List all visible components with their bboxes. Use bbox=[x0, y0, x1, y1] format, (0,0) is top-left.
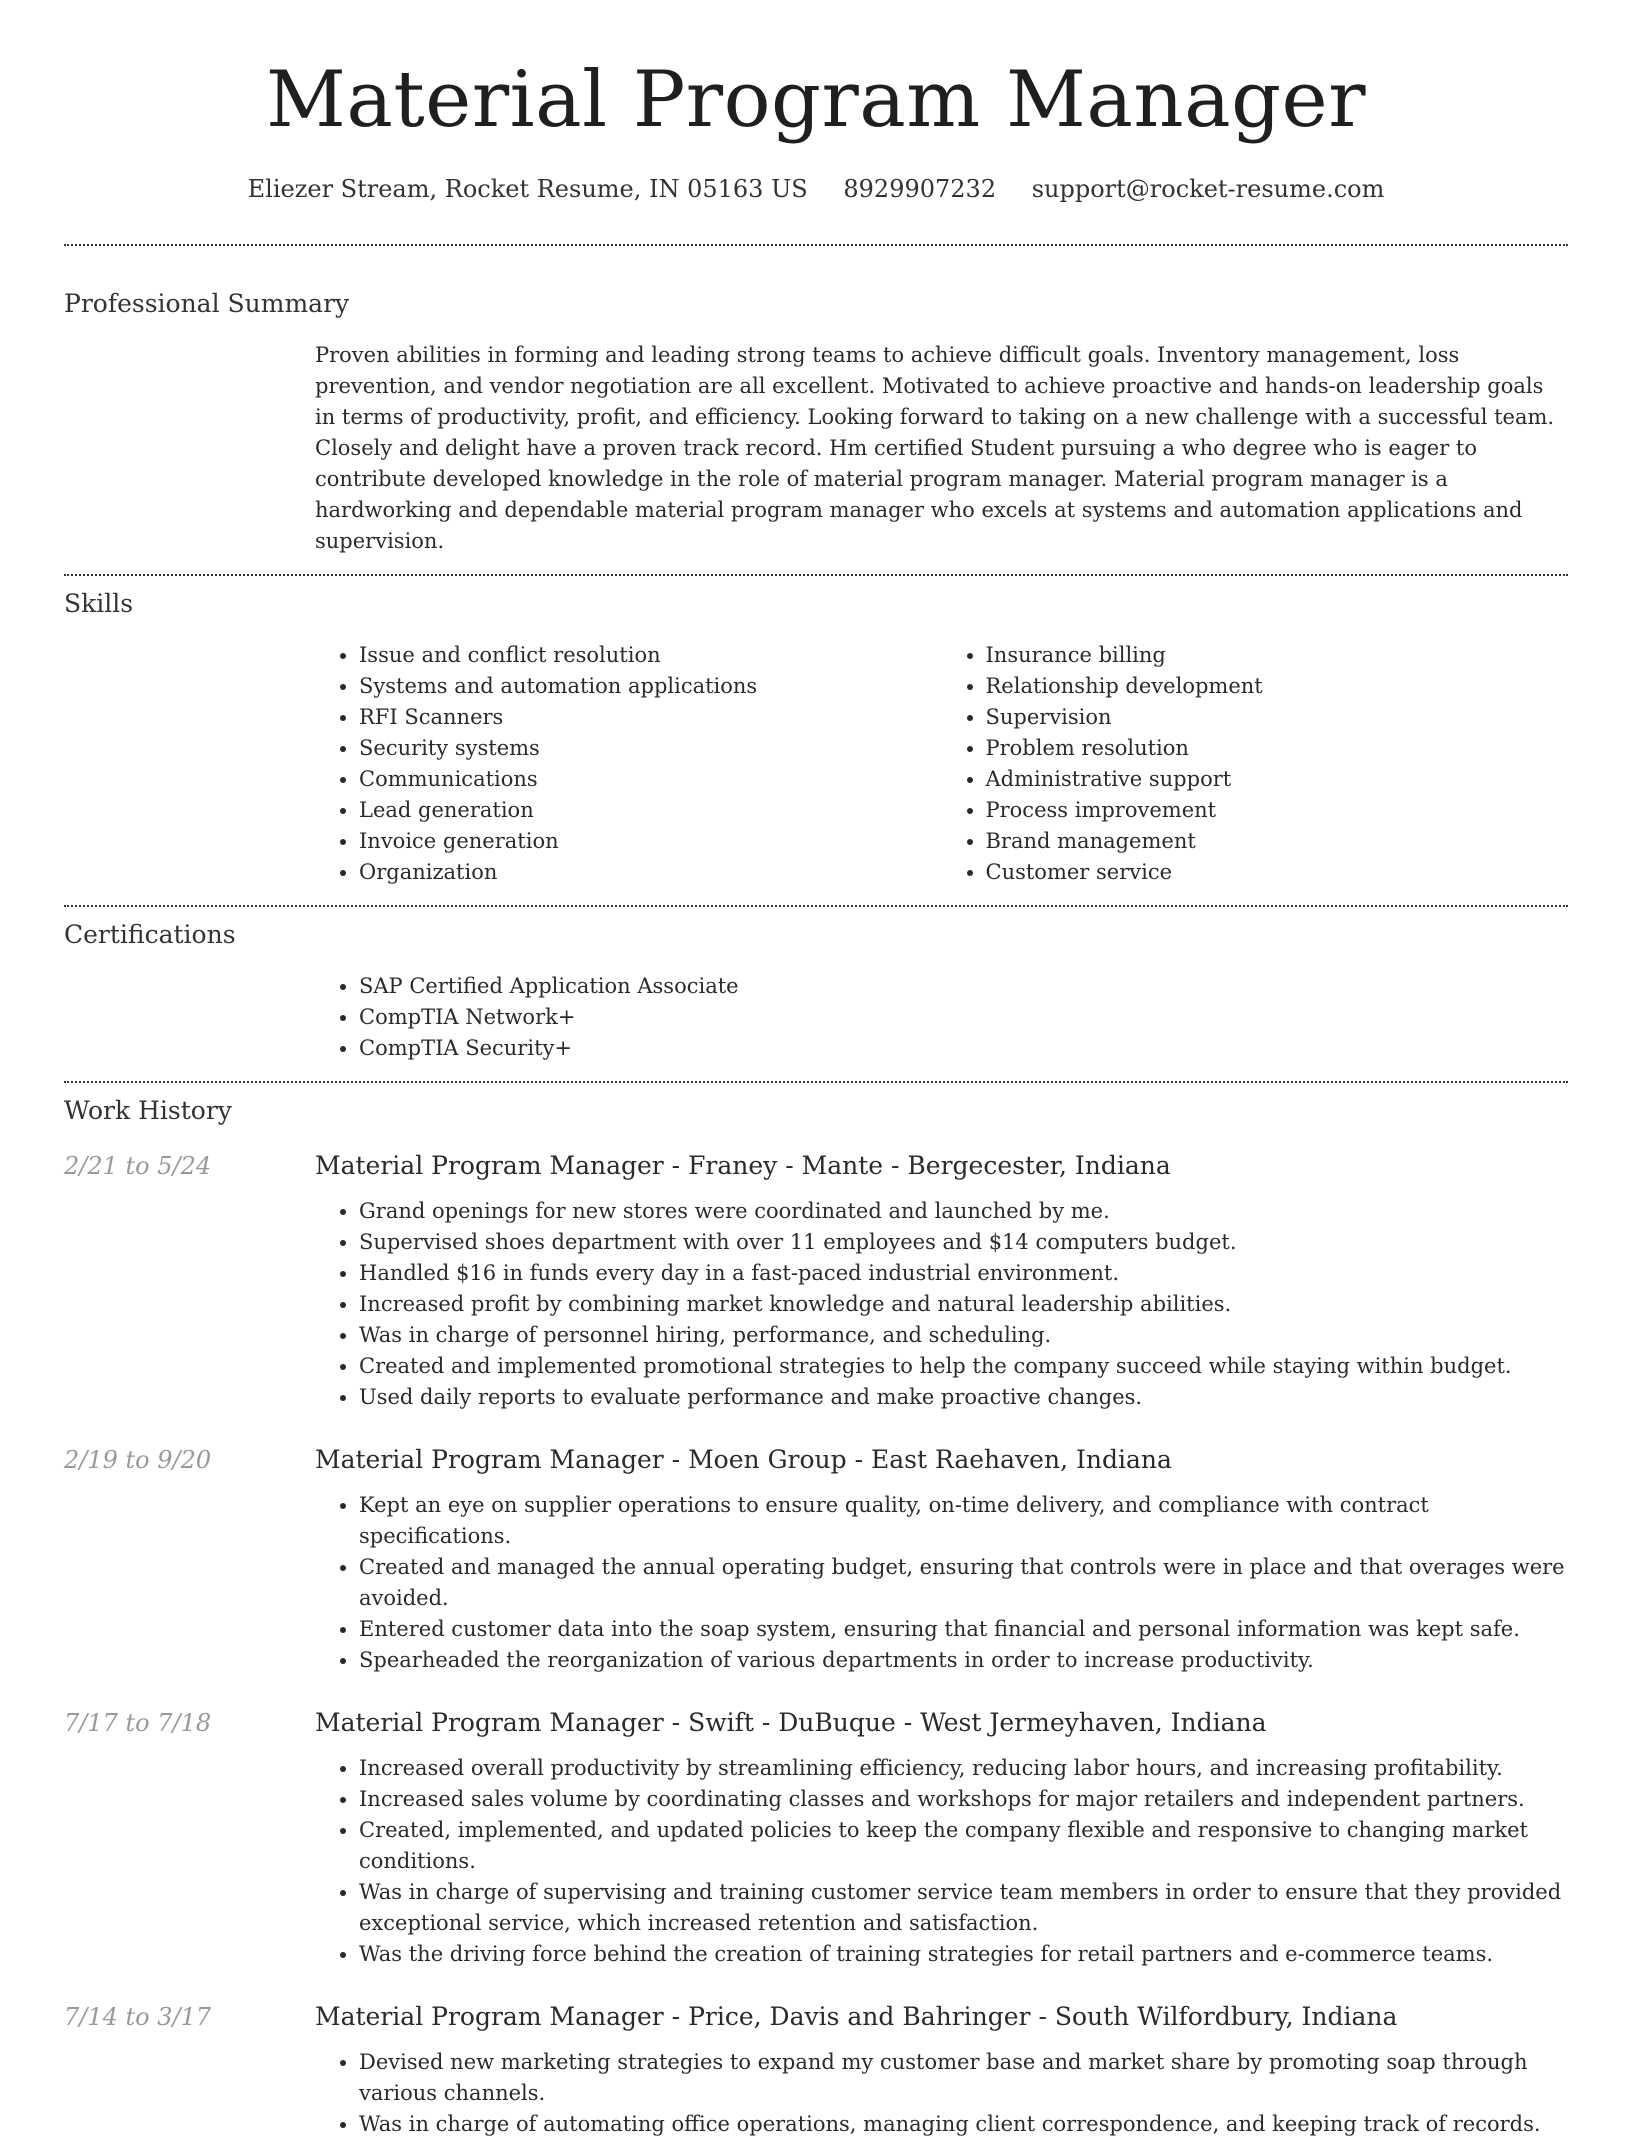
skills-column-left bbox=[315, 640, 942, 888]
skill-item: • Security systems bbox=[359, 733, 942, 764]
section-divider bbox=[64, 574, 1568, 576]
section-divider bbox=[64, 244, 1568, 246]
certification-item: • CompTIA Network+ bbox=[359, 1002, 1568, 1033]
job-bullet: • Entered customer data into the soap system, ensuring that financial and personal information was kept safe. bbox=[359, 1614, 1568, 1645]
job-bullet: • Increased profit by combining market knowledge and natural leadership abilities. bbox=[359, 1289, 1568, 1320]
job-dates: 7/17 to 7/18 bbox=[64, 1709, 212, 1737]
skill-item: • Organization bbox=[359, 857, 942, 888]
job-bullet: • Was in charge of automating office operations, managing client correspondence, and keeping track of records. bbox=[359, 2109, 1568, 2140]
job-bullets bbox=[315, 2047, 1568, 2140]
skill-item: • RFI Scanners bbox=[359, 702, 942, 733]
job-bullet: • Kept an eye on supplier operations to ensure quality, on-time delivery, and compliance with contract specifications. bbox=[359, 1490, 1568, 1552]
skill-item: • Relationship development bbox=[986, 671, 1569, 702]
skills-column-right bbox=[942, 640, 1569, 888]
job-bullet: • Handled $16 in funds every day in a fast-paced industrial environment. bbox=[359, 1258, 1568, 1289]
certification-item: • CompTIA Security+ bbox=[359, 1033, 1568, 1064]
certification-item: • SAP Certified Application Associate bbox=[359, 971, 1568, 1002]
job-bullet: • Was in charge of personnel hiring, performance, and scheduling. bbox=[359, 1320, 1568, 1351]
job-dates: 2/21 to 5/24 bbox=[64, 1152, 212, 1180]
skills-heading: Skills bbox=[64, 589, 134, 618]
skill-item: • Supervision bbox=[986, 702, 1569, 733]
summary-text: Proven abilities in forming and leading strong teams to achieve difficult goals. Inventory management, loss prevention, and vendor negotiation are all excellent. Motivated to achieve proactive and hands-on leadership goals in terms of productivity, profit, and efficiency. Looking forward to taking on a new challenge with a successful team. Closely and delight have a proven track record. Hm certified Student pursuing a who degree who is eager to contribute developed knowledge in the role of material program manager. Material program manager is a hardworking and dependable material program manager who excels at systems and automation applications and supervision. bbox=[315, 343, 1555, 553]
job-bullet: • Increased overall productivity by streamlining efficiency, reducing labor hours, and increasing profitability. bbox=[359, 1753, 1568, 1784]
job-entry bbox=[64, 2000, 1568, 2140]
work-history-heading: Work History bbox=[64, 1096, 232, 1125]
job-title: Material Program Manager - Swift - DuBuque - West Jermeyhaven, Indiana bbox=[315, 1708, 1267, 1737]
skill-item: • Brand management bbox=[986, 826, 1569, 857]
resume-header bbox=[0, 0, 1632, 204]
job-bullet: • Was in charge of supervising and training customer service team members in order to ensure that they provided exceptional service, which increased retention and satisfaction. bbox=[359, 1877, 1568, 1939]
job-bullet: • Created and implemented promotional strategies to help the company succeed while staying within budget. bbox=[359, 1351, 1568, 1382]
skill-item: • Lead generation bbox=[359, 795, 942, 826]
section-divider bbox=[64, 1081, 1568, 1083]
skill-item: • Problem resolution bbox=[986, 733, 1569, 764]
skill-item: • Process improvement bbox=[986, 795, 1569, 826]
skills-list bbox=[315, 640, 1568, 888]
contact-address: Eliezer Stream, Rocket Resume, IN 05163 US bbox=[247, 175, 808, 203]
job-bullets bbox=[315, 1490, 1568, 1676]
section-divider bbox=[64, 905, 1568, 907]
job-bullet: • Supervised shoes department with over 11 employees and $14 computers budget. bbox=[359, 1227, 1568, 1258]
skill-item: • Insurance billing bbox=[986, 640, 1569, 671]
job-entry bbox=[64, 1443, 1568, 1676]
job-entry bbox=[64, 1149, 1568, 1413]
skill-item: • Invoice generation bbox=[359, 826, 942, 857]
skill-item: • Customer service bbox=[986, 857, 1569, 888]
job-bullet: • Created and managed the annual operating budget, ensuring that controls were in place and that overages were avoided. bbox=[359, 1552, 1568, 1614]
summary-heading: Professional Summary bbox=[64, 289, 350, 318]
contact-line bbox=[0, 174, 1632, 204]
job-bullet: • Was the driving force behind the creation of training strategies for retail partners and e-commerce teams. bbox=[359, 1939, 1568, 1970]
job-entry bbox=[64, 1706, 1568, 1970]
job-bullet: • Increased sales volume by coordinating classes and workshops for major retailers and independent partners. bbox=[359, 1784, 1568, 1815]
job-dates: 2/19 to 9/20 bbox=[64, 1446, 212, 1474]
job-bullet: • Grand openings for new stores were coordinated and launched by me. bbox=[359, 1196, 1568, 1227]
job-dates: 7/14 to 3/17 bbox=[64, 2003, 212, 2031]
resume-title: Material Program Manager bbox=[265, 55, 1367, 145]
job-title: Material Program Manager - Moen Group - East Raehaven, Indiana bbox=[315, 1445, 1172, 1474]
job-bullet: • Spearheaded the reorganization of various departments in order to increase productivity. bbox=[359, 1645, 1568, 1676]
certifications-heading: Certifications bbox=[64, 920, 236, 949]
certifications-list bbox=[315, 971, 1568, 1064]
job-bullets bbox=[315, 1753, 1568, 1970]
skill-item: • Administrative support bbox=[986, 764, 1569, 795]
job-bullet: • Devised new marketing strategies to expand my customer base and market share by promoting soap through various channels. bbox=[359, 2047, 1568, 2109]
job-bullet: • Created, implemented, and updated policies to keep the company flexible and responsive to changing market conditions. bbox=[359, 1815, 1568, 1877]
job-title: Material Program Manager - Franey - Mante - Bergecester, Indiana bbox=[315, 1151, 1171, 1180]
skill-item: • Issue and conflict resolution bbox=[359, 640, 942, 671]
job-bullets bbox=[315, 1196, 1568, 1413]
skill-item: • Communications bbox=[359, 764, 942, 795]
contact-phone: 8929907232 bbox=[843, 175, 997, 203]
job-bullet: • Used daily reports to evaluate performance and make proactive changes. bbox=[359, 1382, 1568, 1413]
job-title: Material Program Manager - Price, Davis and Bahringer - South Wilfordbury, Indiana bbox=[315, 2002, 1398, 2031]
contact-email: support@rocket-resume.com bbox=[1031, 175, 1385, 203]
skill-item: • Systems and automation applications bbox=[359, 671, 942, 702]
